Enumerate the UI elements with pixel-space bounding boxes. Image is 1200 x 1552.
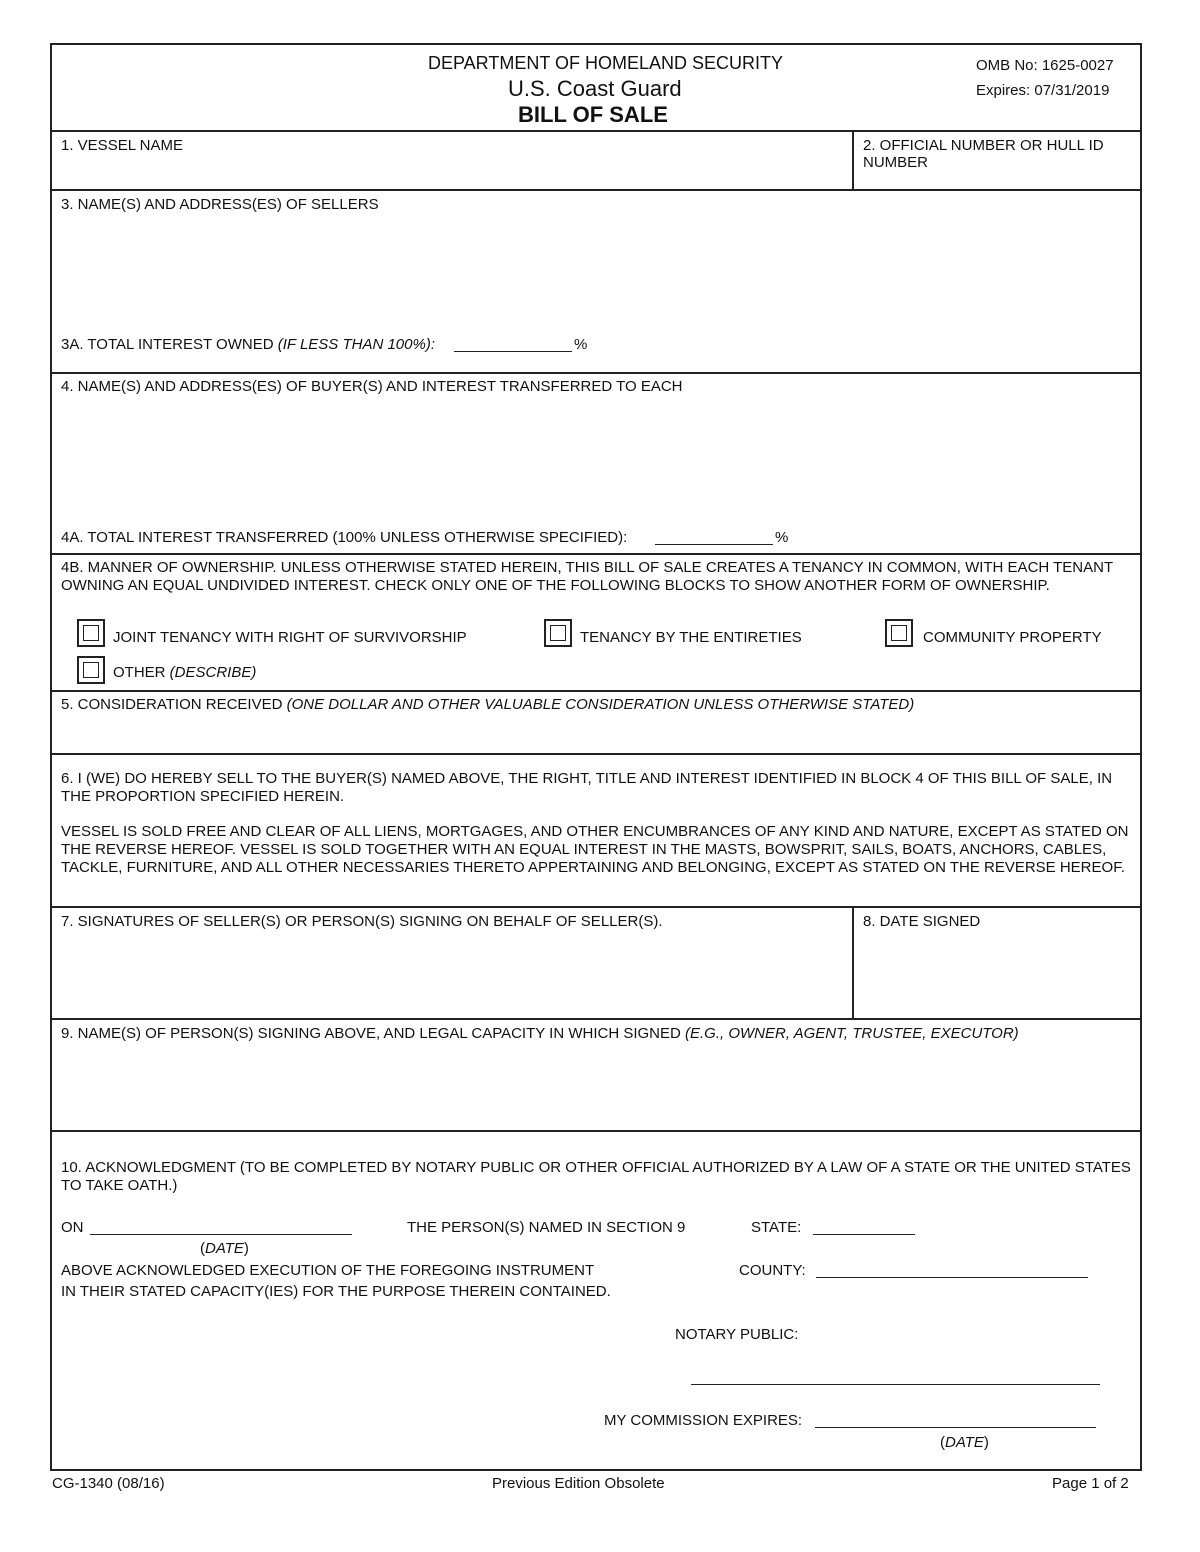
form-number: CG-1340 (08/16): [52, 1475, 165, 1492]
community-property-label: COMMUNITY PROPERTY: [923, 629, 1102, 646]
interest-owned-input[interactable]: [454, 351, 572, 352]
date-signed-field[interactable]: [852, 908, 1140, 1018]
sale-statement-paragraph-2: VESSEL IS SOLD FREE AND CLEAR OF ALL LIENS, MORTGAGES, AND OTHER ENCUMBRANCES OF ANY KIND AND NATURE, EXCEPT AS STATED ON THE REVERSE HEREOF. VESSEL IS SOLD TOGETHER WITH AN EQUAL INTEREST IN THE MASTS, BOWSPRIT, SAILS, BOATS, ANCHORS, CABLES, TACKLE, FURNITURE, AND ALL OTHER NECESSARIES THERETO APPERTAINING AND BELONGING, EXCEPT AS STATED ON THE REVERSE HEREOF.: [61, 823, 1129, 876]
entireties-label: TENANCY BY THE ENTIRETIES: [580, 629, 802, 646]
above-acknowledged-label: ABOVE ACKNOWLEDGED EXECUTION OF THE FOREGOING INSTRUMENT: [61, 1262, 595, 1279]
bill-of-sale-form: [50, 43, 1142, 1471]
date-caption-close: ): [243, 1240, 249, 1257]
row-signatures: [52, 908, 1140, 1020]
row-ownership: [52, 555, 1140, 692]
vessel-name-field[interactable]: [52, 132, 852, 189]
total-interest-owned-label: [61, 336, 435, 354]
date-caption: [200, 1240, 249, 1258]
signer-names-italic: (E.G., OWNER, AGENT, TRUSTEE, EXECUTOR): [685, 1025, 1019, 1042]
entireties-checkbox[interactable]: [544, 619, 572, 647]
sellers-label: 3. NAME(S) AND ADDRESS(ES) OF SELLERS: [61, 196, 379, 213]
commission-expires-input[interactable]: [815, 1427, 1096, 1428]
row-vessel: [52, 132, 1140, 191]
page-number: Page 1 of 2: [1052, 1475, 1129, 1492]
percent-sign: %: [574, 336, 588, 353]
seller-signatures-field[interactable]: [52, 908, 852, 1018]
date-caption-open: (: [200, 1240, 205, 1257]
interest-transferred-label: 4A. TOTAL INTEREST TRANSFERRED (100% UNLESS OTHERWISE SPECIFIED):: [61, 529, 628, 546]
interest-owned-text: 3A. TOTAL INTEREST OWNED: [61, 336, 278, 353]
state-label: STATE:: [751, 1219, 802, 1236]
state-input[interactable]: [813, 1234, 915, 1235]
consideration-italic: (ONE DOLLAR AND OTHER VALUABLE CONSIDERATION UNLESS OTHERWISE STATED): [286, 696, 915, 713]
county-label: COUNTY:: [739, 1262, 806, 1279]
signer-names-text: 9. NAME(S) OF PERSON(S) SIGNING ABOVE, AND LEGAL CAPACITY IN WHICH SIGNED: [61, 1025, 686, 1042]
department-name: DEPARTMENT OF HOMELAND SECURITY: [428, 53, 784, 73]
interest-owned-italic: (IF LESS THAN 100%):: [277, 336, 435, 353]
commission-date-open: (: [940, 1434, 945, 1451]
stated-capacity-label: IN THEIR STATED CAPACITY(IES) FOR THE PURPOSE THEREIN CONTAINED.: [61, 1283, 611, 1300]
joint-tenancy-label: JOINT TENANCY WITH RIGHT OF SURVIVORSHIP: [113, 629, 467, 646]
official-number-label-2: NUMBER: [863, 154, 929, 171]
omb-number: OMB No: 1625-0027: [976, 57, 1114, 74]
row-buyers: [52, 374, 1140, 555]
form-title: BILL OF SALE: [518, 102, 668, 127]
signatures-label: 7. SIGNATURES OF SELLER(S) OR PERSON(S) SIGNING ON BEHALF OF SELLER(S).: [61, 913, 663, 930]
row-sellers: [52, 191, 1140, 374]
commission-date-caption: [940, 1434, 989, 1452]
percent-sign: %: [775, 529, 789, 546]
community-property-checkbox[interactable]: [885, 619, 913, 647]
signer-names-label: [61, 1025, 1019, 1043]
row-consideration[interactable]: [52, 692, 1140, 755]
notary-public-label: NOTARY PUBLIC:: [675, 1326, 799, 1343]
row-sale-statement: [52, 755, 1140, 908]
row-signer-names[interactable]: [52, 1020, 1140, 1132]
commission-date-text: DATE: [945, 1434, 984, 1451]
row-acknowledgment: [52, 1132, 1140, 1471]
other-label: [113, 664, 256, 682]
commission-expires-label: MY COMMISSION EXPIRES:: [604, 1412, 803, 1429]
notary-signature-input[interactable]: [691, 1384, 1100, 1385]
vessel-name-label: 1. VESSEL NAME: [61, 137, 183, 154]
acknowledgment-instructions: 10. ACKNOWLEDGMENT (TO BE COMPLETED BY NOTARY PUBLIC OR OTHER OFFICIAL AUTHORIZED BY A LAW OF A STATE OR THE UNITED STATES TO TAKE OATH.): [61, 1159, 1131, 1194]
agency-name: U.S. Coast Guard: [508, 76, 682, 101]
acknowledgment-date-input[interactable]: [90, 1234, 352, 1235]
ownership-instructions: 4B. MANNER OF OWNERSHIP. UNLESS OTHERWISE STATED HEREIN, THIS BILL OF SALE CREATES A TENANCY IN COMMON, WITH EACH TENANT OWNING AN EQUAL UNDIVIDED INTEREST. CHECK ONLY ONE OF THE FOLLOWING BLOCKS TO SHOW ANOTHER FORM OF OWNERSHIP.: [61, 559, 1113, 594]
other-text: OTHER: [113, 664, 170, 681]
date-caption-text: DATE: [205, 1240, 244, 1257]
date-signed-label: 8. DATE SIGNED: [863, 913, 981, 930]
consideration-text: 5. CONSIDERATION RECEIVED: [61, 696, 287, 713]
sale-statement-paragraph-1: 6. I (WE) DO HEREBY SELL TO THE BUYER(S) NAMED ABOVE, THE RIGHT, TITLE AND INTEREST IDENTIFIED IN BLOCK 4 OF THIS BILL OF SALE, IN THE PROPORTION SPECIFIED HEREIN.: [61, 770, 1113, 805]
expiration-date: Expires: 07/31/2019: [976, 82, 1110, 99]
interest-transferred-input[interactable]: [655, 544, 773, 545]
edition-note: Previous Edition Obsolete: [492, 1475, 665, 1492]
buyers-label: 4. NAME(S) AND ADDRESS(ES) OF BUYER(S) AND INTEREST TRANSFERRED TO EACH: [61, 378, 683, 395]
other-checkbox[interactable]: [77, 656, 105, 684]
form-header: [52, 45, 1140, 132]
official-number-label: 2. OFFICIAL NUMBER OR HULL ID: [863, 137, 1104, 154]
commission-date-close: ): [983, 1434, 989, 1451]
consideration-label: [61, 696, 914, 714]
joint-tenancy-checkbox[interactable]: [77, 619, 105, 647]
official-number-field[interactable]: [852, 132, 1140, 189]
other-describe: (DESCRIBE): [169, 664, 257, 681]
on-label: ON: [61, 1219, 84, 1236]
persons-named-label: THE PERSON(S) NAMED IN SECTION 9: [407, 1219, 686, 1236]
county-input[interactable]: [816, 1277, 1088, 1278]
